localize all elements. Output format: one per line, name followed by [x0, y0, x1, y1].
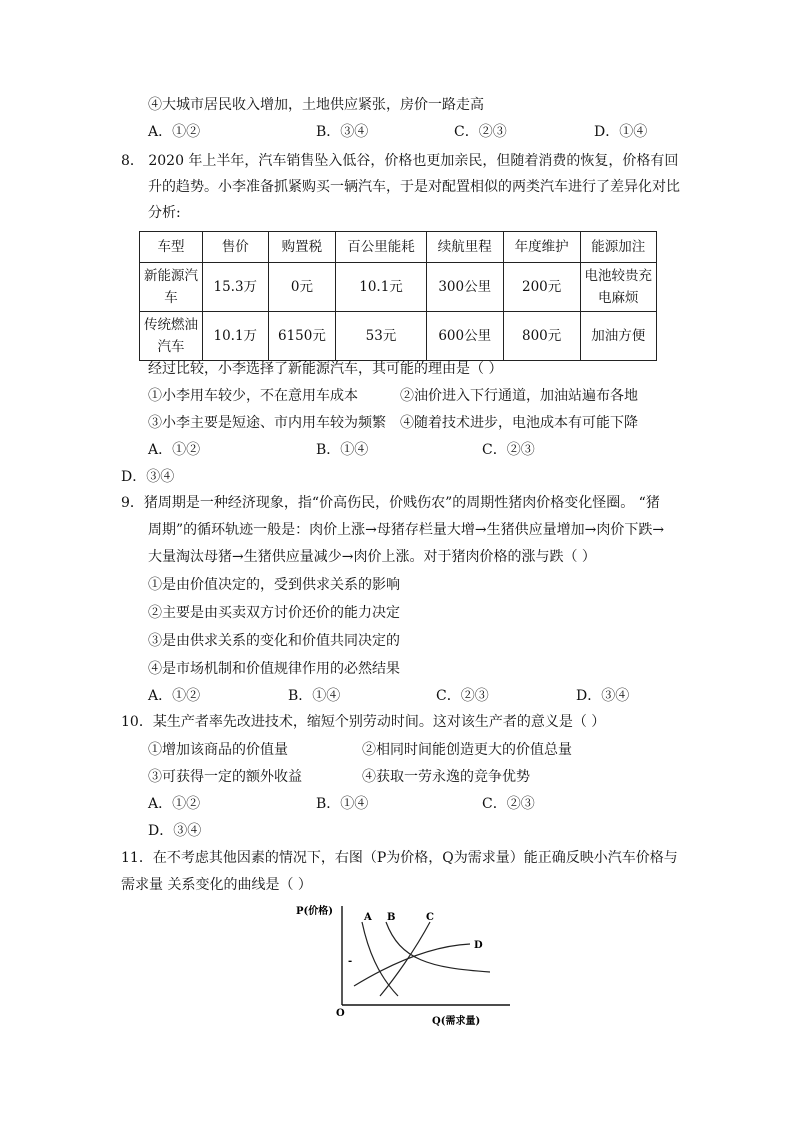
curve-c: [380, 922, 430, 996]
q8-options: [148, 440, 568, 460]
table-cell: 800元: [503, 312, 580, 361]
table-header-cell: 售价: [202, 232, 268, 263]
q8-option-d[interactable]: D．③④: [121, 469, 175, 485]
curve-a: [362, 922, 398, 996]
q10-stem: 10．某生产者率先改进技术，缩短个别劳动时间。这对该生产者的意义是（ ）: [121, 714, 606, 730]
curve-label-c: C: [426, 912, 434, 923]
q8-question: 经过比较，小李选择了新能源汽车，其可能的理由是（ ）: [148, 361, 503, 377]
q10-item-4: ④获取一劳永逸的竞争优势: [362, 769, 530, 785]
table-header-cell: 百公里能耗: [336, 232, 426, 263]
q9-item-3: ③是由供求关系的变化和价值共同决定的: [148, 633, 400, 649]
q9-item-2: ②主要是由买卖双方讨价还价的能力决定: [148, 605, 400, 621]
q9-item-1: ①是由价值决定的，受到供求关系的影响: [148, 577, 400, 593]
table-cell: 10.1元: [336, 263, 426, 312]
q7-option-b[interactable]: B．③④: [316, 124, 369, 140]
table-row: [140, 312, 657, 361]
q7-options: [148, 122, 648, 142]
table-cell: 加油方便: [580, 312, 656, 361]
q8-item-3: ③小李主要是短途、市内用车较为频繁: [148, 415, 386, 431]
demand-curve-figure: [290, 900, 520, 1030]
q10-option-a[interactable]: A．①②: [148, 796, 201, 812]
q10-option-d[interactable]: D．③④: [148, 823, 202, 839]
q8-option-c[interactable]: C．②③: [482, 442, 535, 458]
stray-mark: -: [348, 956, 353, 967]
y-axis-label: P(价格): [296, 906, 333, 917]
table-header-cell: 年度维护: [503, 232, 580, 263]
curve-d: [354, 944, 470, 986]
q7-option-a[interactable]: A．①②: [148, 124, 201, 140]
q10-option-c[interactable]: C．②③: [482, 796, 535, 812]
table-cell: 600公里: [426, 312, 503, 361]
table-cell: 200元: [503, 263, 580, 312]
q8-option-b[interactable]: B．①④: [316, 442, 369, 458]
q10-option-b[interactable]: B．①④: [316, 796, 369, 812]
q9-option-d[interactable]: D．③④: [576, 688, 630, 704]
table-header-cell: 购置税: [268, 232, 336, 263]
q9-option-c[interactable]: C．②③: [436, 688, 489, 704]
q10-options: [148, 794, 568, 814]
table-cell: 0元: [268, 263, 336, 312]
q8-item-1: ①小李用车较少，不在意用车成本: [148, 388, 358, 404]
q8-item-2: ②油价进入下行通道，加油站遍布各地: [400, 388, 638, 404]
curve-label-b: B: [387, 912, 396, 923]
q9-stem-line-2: 周期”的循环轨迹一般是：肉价上涨→母猪存栏量大增→生猪供应量增加→肉价下跌→: [148, 522, 665, 538]
q10-item-3: ③可获得一定的额外收益: [148, 769, 302, 785]
x-axis-label: Q(需求量): [432, 1016, 481, 1027]
table-cell: 6150元: [268, 312, 336, 361]
table-cell: 电池较贵充电麻烦: [580, 263, 656, 312]
q8-comparison-table: [139, 231, 657, 361]
q9-stem-line-3: 大量淘汰母猪→生猪供应量减少→肉价上涨。对于猪肉价格的涨与跌（ ）: [148, 549, 596, 565]
q8-stem-line-3: 分析:: [148, 205, 181, 221]
table-header-cell: 续航里程: [426, 232, 503, 263]
curve-label-d: D: [474, 940, 483, 951]
q8-stem-line-1: 8． 2020 年上半年，汽车销售坠入低谷，价格也更加亲民，但随着消费的恢复，价格有回: [121, 153, 679, 169]
q9-stem-line-1: 9．猪周期是一种经济现象，指“价高伤民，价贱伤农”的周期性猪肉价格变化怪圈。 “猪: [121, 495, 660, 511]
q9-option-a[interactable]: A．①②: [148, 688, 201, 704]
q7-option-d[interactable]: D．①④: [594, 124, 648, 140]
q11-stem-line-2: 需求量 关系变化的曲线是（ ）: [121, 877, 312, 893]
q10-item-2: ②相同时间能创造更大的价值总量: [362, 742, 572, 758]
table-header-cell: 车型: [140, 232, 203, 263]
curve-label-a: A: [364, 912, 372, 923]
table-cell: 新能源汽车: [140, 263, 203, 312]
q8-stem-line-2: 升的趋势。小李准备抓紧购买一辆汽车，于是对配置相似的两类汽车进行了差异化对比: [148, 179, 680, 195]
table-cell: 300公里: [426, 263, 503, 312]
table-cell: 10.1万: [202, 312, 268, 361]
table-header-cell: 能源加注: [580, 232, 656, 263]
table-header-row: [140, 232, 657, 263]
q7-item-4: ④大城市居民收入增加，土地供应紧张，房价一路走高: [148, 97, 484, 113]
q7-option-c[interactable]: C．②③: [454, 124, 507, 140]
table-row: [140, 263, 657, 312]
q8-item-4: ④随着技术进步，电池成本有可能下降: [400, 415, 638, 431]
q9-option-b[interactable]: B．①④: [288, 688, 341, 704]
table-cell: 传统燃油汽车: [140, 312, 203, 361]
q11-stem-line-1: 11．在不考虑其他因素的情况下，右图（P为价格，Q为需求量）能正确反映小汽车价格与: [121, 850, 678, 866]
q8-option-a[interactable]: A．①②: [148, 442, 201, 458]
q10-item-1: ①增加该商品的价值量: [148, 742, 288, 758]
table-cell: 15.3万: [202, 263, 268, 312]
table-cell: 53元: [336, 312, 426, 361]
q9-options: [148, 686, 648, 706]
q9-item-4: ④是市场机制和价值规律作用的必然结果: [148, 661, 400, 677]
origin-label: O: [336, 1008, 345, 1019]
